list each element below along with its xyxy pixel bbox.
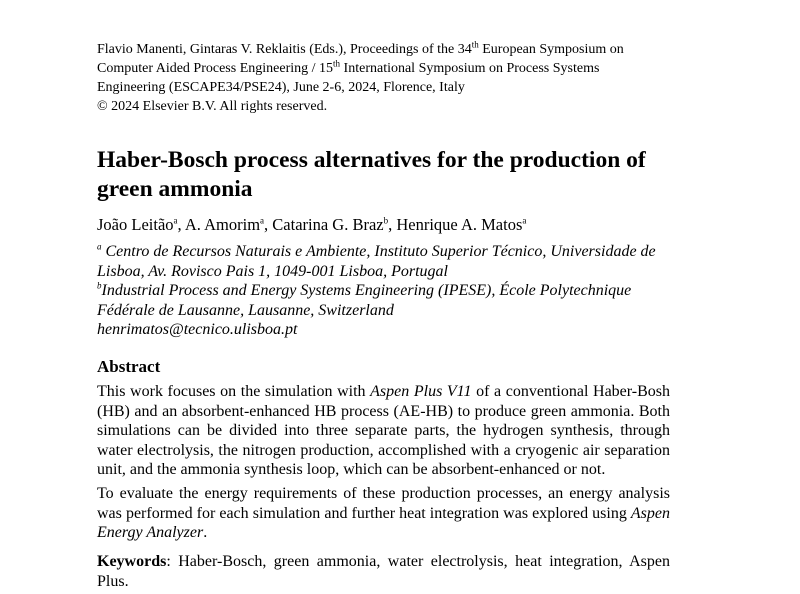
affiliation-mark: a bbox=[173, 215, 178, 226]
author-name: João Leitão bbox=[97, 215, 174, 234]
affiliation-a: Centro de Recursos Naturais e Ambiente, Instituto Superior Técnico, Universidade de Lisboa, Av. Rovisco Pais 1, 1049-001 Lisboa, Portugal bbox=[97, 243, 656, 280]
abstract-text: This work focuses on the simulation with bbox=[97, 383, 371, 400]
affiliations bbox=[97, 242, 670, 340]
keywords-line bbox=[97, 552, 670, 591]
software-name: Aspen Energy Analyzer bbox=[97, 504, 670, 541]
affiliation-mark: b bbox=[97, 280, 102, 291]
author-name: A. Amorim bbox=[184, 215, 261, 234]
copyright-notice: © 2024 Elsevier B.V. All rights reserved. bbox=[97, 99, 328, 114]
author-list bbox=[97, 215, 670, 235]
software-name: Aspen Plus V11 bbox=[370, 383, 472, 400]
abstract-text: of a conventional Haber-Bosh (HB) and an absorbent-enhanced HB process (AE-HB) to produce green ammonia. Both simulations can be divided into three separate parts, the hydrogen synthesis, through water electrolysis, the nitrogen production, accomplished with a cryogenic air separation unit, and the ammonia synthesis loop, which can be absorbent-enhanced or not. bbox=[97, 383, 671, 478]
abstract-heading: Abstract bbox=[97, 357, 161, 376]
author-name: Henrique A. Matos bbox=[396, 215, 523, 234]
ordinal-superscript: th bbox=[333, 58, 341, 69]
abstract-paragraph-2 bbox=[97, 484, 670, 543]
keywords-text: Haber-Bosch, green ammonia, water electrolysis, heat integration, Aspen Plus. bbox=[97, 553, 670, 590]
header-text: European Symposium on Computer Aided Process Engineering / 15 bbox=[97, 42, 624, 76]
author-separator: , bbox=[177, 215, 185, 234]
header-text: International Symposium on Process Systems Engineering (ESCAPE34/PSE24), June 2-6, 2024, Florence, Italy bbox=[97, 61, 600, 95]
proceedings-header bbox=[97, 40, 670, 116]
affiliation-mark: a bbox=[522, 215, 527, 226]
keywords-colon: : bbox=[166, 553, 171, 570]
affiliation-mark: a bbox=[97, 241, 102, 252]
author-name: Catarina G. Braz bbox=[272, 215, 384, 234]
author-separator: , bbox=[264, 215, 273, 234]
author-separator: , bbox=[388, 215, 397, 234]
affiliation-mark: a bbox=[260, 215, 265, 226]
corresponding-email: henrimatos@tecnico.ulisboa.pt bbox=[97, 321, 298, 338]
ordinal-superscript: th bbox=[471, 39, 479, 50]
abstract-text: . bbox=[203, 524, 208, 541]
affiliation-mark: b bbox=[383, 215, 389, 226]
keywords-label: Keywords bbox=[97, 553, 167, 570]
abstract-paragraph-1 bbox=[97, 382, 670, 480]
paper-title: Haber-Bosch process alternatives for the production of green ammonia bbox=[97, 147, 646, 202]
affiliation-b: Industrial Process and Energy Systems Engineering (IPESE), École Polytechnique Fédérale de Lausanne, Lausanne, Switzerland bbox=[97, 282, 632, 319]
header-text: Flavio Manenti, Gintaras V. Reklaitis (Eds.), Proceedings of the 34 bbox=[97, 42, 472, 57]
abstract-text: To evaluate the energy requirements of these production processes, an energy analysis was performed for each simulation and further heat integration was explored using bbox=[97, 485, 670, 522]
